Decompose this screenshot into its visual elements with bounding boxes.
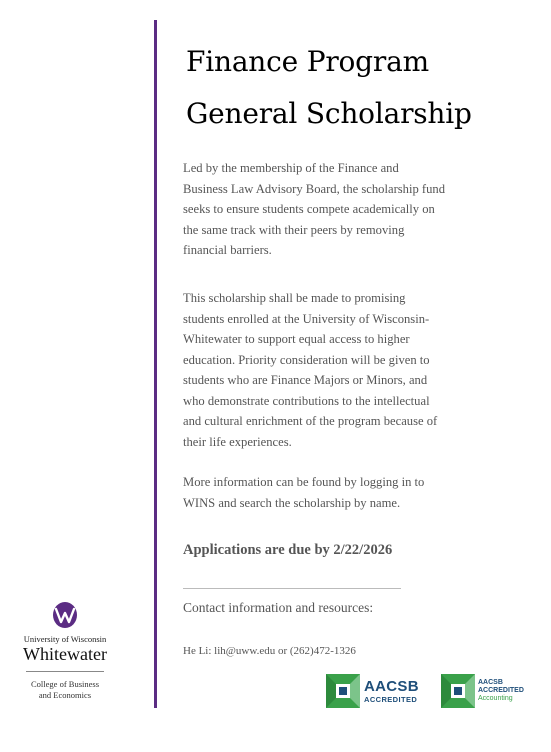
intro-line: Business Law Advisory Board, the scholarship fund <box>183 181 445 196</box>
intro-line: Led by the membership of the Finance and <box>183 161 399 175</box>
badge1-subtitle: ACCREDITED <box>364 694 418 704</box>
badge2-line-2: ACCREDITED <box>478 687 524 695</box>
intro-line: financial barriers. <box>183 243 272 257</box>
aacsb-accounting-badge <box>441 673 524 709</box>
badge1-title: AACSB <box>364 677 419 695</box>
uw-w-monogram-icon <box>50 600 80 630</box>
aacsb-cube-icon <box>326 674 360 708</box>
aacsb-cube-icon <box>441 674 475 708</box>
contact-divider <box>183 588 401 589</box>
more-info-line: WINS and search the scholarship by name. <box>183 495 401 510</box>
intro-line: seeks to ensure students compete academically on <box>183 202 435 216</box>
eligibility-line: students who are Finance Majors or Minors, and <box>183 373 428 387</box>
page-title <box>186 36 526 140</box>
application-deadline: Applications are due by 2/22/2026 <box>183 542 393 558</box>
eligibility-line: who demonstrate contributions to the intellectual <box>183 393 430 408</box>
intro-paragraph <box>183 158 523 261</box>
eligibility-paragraph <box>183 288 523 452</box>
college-line-2: and Economics <box>38 690 92 700</box>
college-line-1: College of Business <box>31 679 99 689</box>
university-name-small: University of Wisconsin <box>23 634 107 644</box>
eligibility-line: their life experiences. <box>183 434 292 449</box>
eligibility-line: This scholarship shall be made to promising <box>183 291 406 305</box>
badge2-line-3: Accounting <box>478 694 513 702</box>
more-info-paragraph <box>183 472 523 513</box>
badge2-line-1: AACSB <box>478 679 503 687</box>
contact-heading: Contact information and resources: <box>183 600 374 615</box>
contact-details[interactable]: He Li: lih@uww.edu or (262)472-1326 <box>183 645 356 657</box>
more-info-line: More information can be found by logging in to <box>183 475 425 489</box>
eligibility-line: students enrolled at the University of Wisconsin- <box>183 311 430 326</box>
eligibility-line: education. Priority consideration will be given to <box>183 352 430 367</box>
university-name-large: Whitewater <box>23 644 107 664</box>
eligibility-line: and cultural enrichment of the program because of <box>183 414 438 428</box>
logo-separator <box>26 671 104 672</box>
intro-line: the same track with their peers by removing <box>183 222 405 237</box>
college-name <box>10 679 120 701</box>
vertical-divider-rule <box>154 20 157 708</box>
eligibility-line: Whitewater to support equal access to higher <box>183 332 410 346</box>
title-line-2: General Scholarship <box>186 97 472 130</box>
uw-whitewater-logo <box>10 600 120 701</box>
title-line-1: Finance Program <box>186 45 429 78</box>
aacsb-accredited-badge <box>326 673 419 709</box>
